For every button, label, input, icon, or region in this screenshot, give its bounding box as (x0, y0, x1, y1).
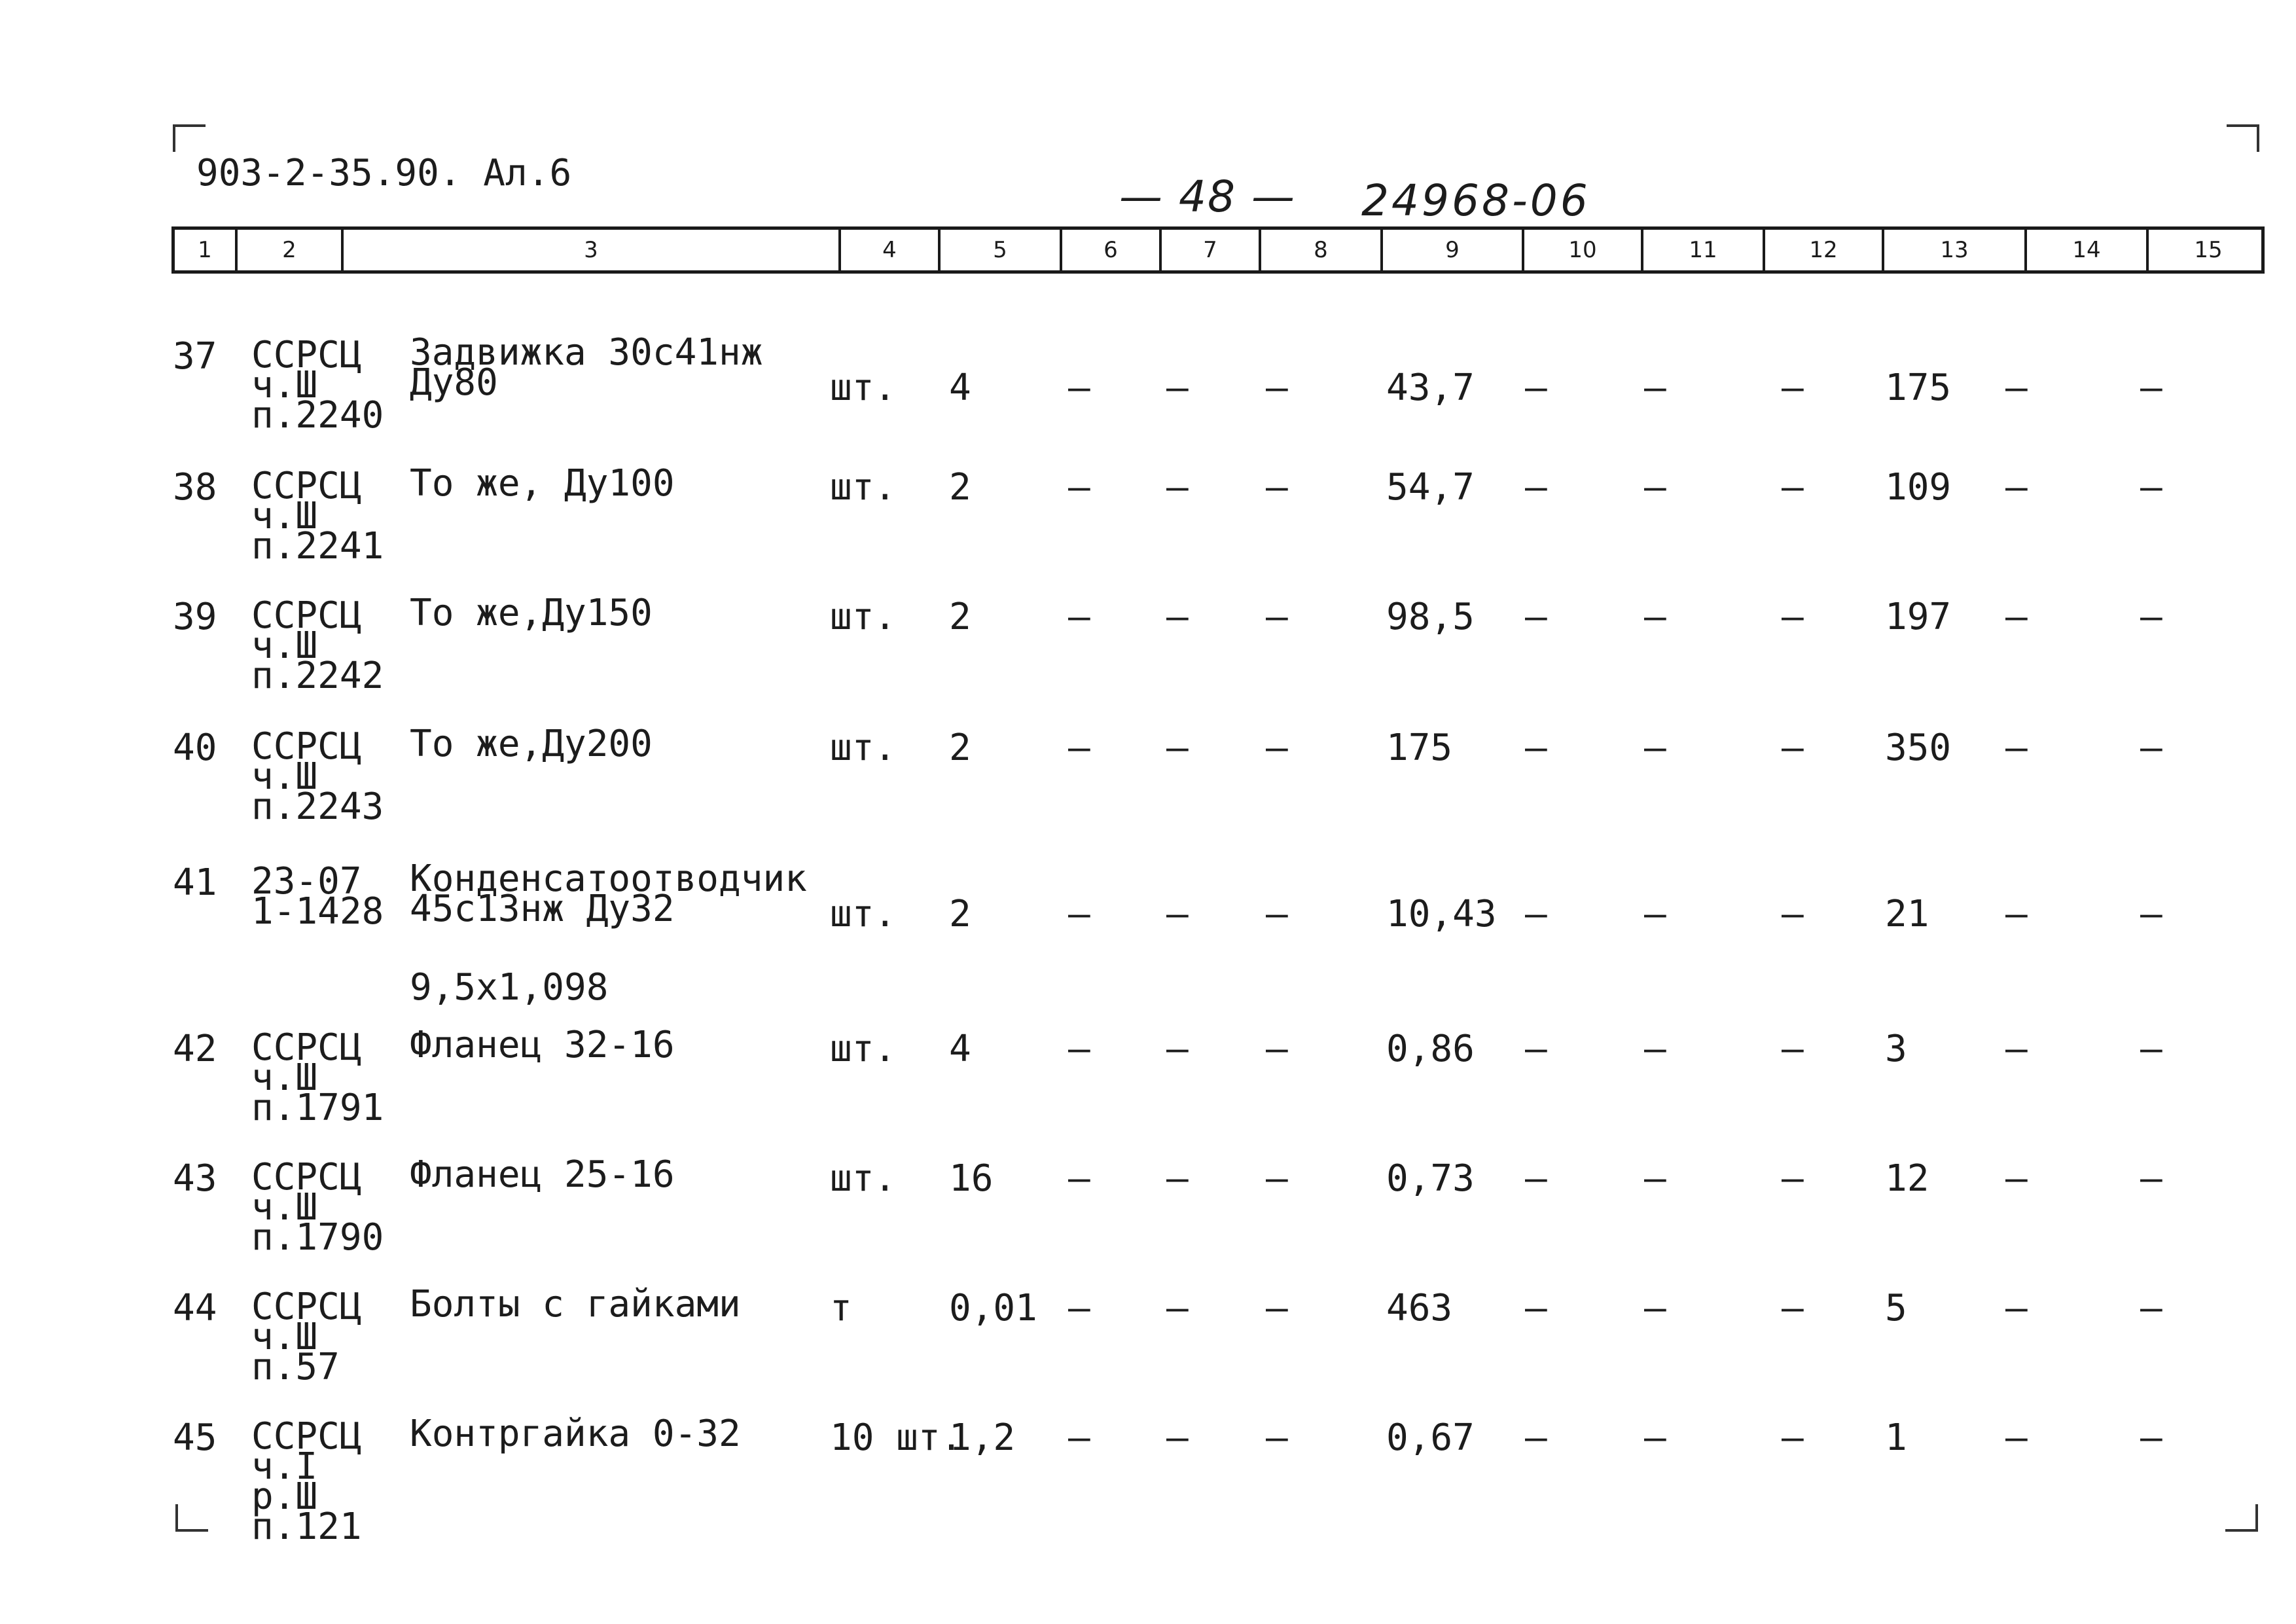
cell-col-c6: – (1068, 367, 1090, 409)
cell-col-c12: – (1782, 1287, 1804, 1329)
source-reference-line: р.Ш (251, 1475, 318, 1518)
cell-col-c7: – (1166, 1287, 1189, 1329)
cell-col-qty: 4 (949, 367, 971, 409)
row-number: 44 (173, 1287, 217, 1329)
cell-col-unit: шт. (830, 596, 897, 638)
cell-col-unit: 10 шт. (830, 1416, 963, 1459)
column-header-1: 1 (175, 230, 238, 270)
cell-col-c7: – (1166, 1416, 1189, 1459)
column-header-8: 8 (1261, 230, 1383, 270)
source-reference-line: ч.Ш (251, 1186, 318, 1229)
cell-col-c13: 3 (1885, 1028, 1907, 1070)
item-name-line: Фланец 32-16 (410, 1024, 675, 1066)
column-header-6: 6 (1062, 230, 1162, 270)
cell-col-qty: 2 (949, 596, 971, 638)
column-header-15: 15 (2194, 237, 2223, 263)
row-number: 40 (173, 727, 217, 769)
source-reference-line: ч.Ш (251, 755, 318, 798)
row-number: 41 (173, 861, 217, 904)
cell-col-c11: – (1644, 1416, 1666, 1459)
cell-col-c13: 5 (1885, 1287, 1907, 1329)
cell-col-c10: – (1525, 893, 1547, 935)
cell-col-c8: – (1266, 893, 1288, 935)
cell-col-c6: – (1068, 1028, 1090, 1070)
column-number-header (171, 226, 2265, 274)
cell-col-c13: 197 (1885, 596, 1952, 638)
cell-col-qty: 2 (949, 466, 971, 509)
cell-col-c12: – (1782, 893, 1804, 935)
cell-col-c12: – (1782, 727, 1804, 769)
cell-col-c11: – (1644, 367, 1666, 409)
row-number: 45 (173, 1416, 217, 1459)
source-reference-line: ССРСЦ (251, 1415, 362, 1458)
cell-col-c6: – (1068, 727, 1090, 769)
source-reference-line: п.2243 (251, 785, 384, 828)
source-reference-line: п.2242 (251, 655, 384, 697)
cell-col-unit: шт. (830, 1028, 897, 1070)
source-reference-line: ч.Ш (251, 624, 318, 667)
cell-col-c12: – (1782, 1028, 1804, 1070)
page-number: — 48 — (1119, 171, 1296, 222)
source-reference-line: 1-1428 (251, 890, 384, 933)
source-reference-line: ССРСЦ (251, 1026, 362, 1069)
cell-col-c8: – (1266, 1416, 1288, 1459)
item-name-line: Фланец 25-16 (410, 1153, 675, 1196)
source-reference-line: п.121 (251, 1506, 362, 1548)
source-reference-line: п.1790 (251, 1216, 384, 1259)
cell-col-c12: – (1782, 1416, 1804, 1459)
source-reference-line: ч.I (251, 1445, 318, 1488)
cell-col-c6: – (1068, 893, 1090, 935)
corner-mark-bottom-left (175, 1504, 208, 1532)
cell-col-c9: 54,7 (1386, 466, 1475, 509)
cell-col-c8: – (1266, 367, 1288, 409)
cell-col-unit: шт. (830, 367, 897, 409)
cell-col-c15: – (2140, 1028, 2162, 1070)
cell-col-c14: – (2005, 893, 2028, 935)
cell-col-c10: – (1525, 1157, 1547, 1200)
cell-col-c11: – (1644, 596, 1666, 638)
cell-col-c13: 21 (1885, 893, 1929, 935)
cell-col-c12: – (1782, 367, 1804, 409)
column-header-2: 2 (238, 230, 344, 270)
item-name-line: 45с13нж Ду32 (410, 888, 675, 930)
source-reference-line: ССРСЦ (251, 334, 362, 376)
cell-col-c14: – (2005, 1416, 2028, 1459)
cell-col-c9: 463 (1386, 1287, 1453, 1329)
cell-col-c15: – (2140, 596, 2162, 638)
cell-col-c15: – (2140, 1157, 2162, 1200)
source-reference-line: ССРСЦ (251, 725, 362, 768)
cell-col-c12: – (1782, 596, 1804, 638)
item-name-line: Задвижка 30с41нж (410, 331, 763, 374)
source-reference-line: ССРСЦ (251, 465, 362, 507)
cell-col-c13: 12 (1885, 1157, 1929, 1200)
column-header-10: 10 (1524, 230, 1643, 270)
column-header-7: 7 (1162, 230, 1261, 270)
source-reference-line: ч.Ш (251, 495, 318, 537)
column-header-11: 11 (1643, 230, 1765, 270)
column-header-9: 9 (1383, 230, 1524, 270)
cell-col-c7: – (1166, 1028, 1189, 1070)
cell-col-c15: – (2140, 893, 2162, 935)
cell-col-c7: – (1166, 367, 1189, 409)
source-reference-line: ч.Ш (251, 1056, 318, 1099)
cell-col-c10: – (1525, 596, 1547, 638)
cell-col-c10: – (1525, 727, 1547, 769)
cell-col-c8: – (1266, 727, 1288, 769)
item-name-line: Конденсатоотводчик (410, 857, 807, 900)
cell-col-c15: – (2140, 1287, 2162, 1329)
cell-col-c11: – (1644, 727, 1666, 769)
cell-col-c9: 98,5 (1386, 596, 1475, 638)
cell-col-c9: 0,73 (1386, 1157, 1475, 1200)
cell-col-unit: шт. (830, 727, 897, 769)
corner-mark-top-left (173, 124, 206, 152)
document-code: 903-2-35.90. Ал.6 (196, 152, 572, 194)
column-header-12: 12 (1765, 230, 1884, 270)
cell-col-c10: – (1525, 466, 1547, 509)
item-name-line: То же,Ду150 (410, 592, 653, 634)
cell-col-c12: – (1782, 1157, 1804, 1200)
cell-col-c11: – (1644, 466, 1666, 509)
source-reference-line: ч.Ш (251, 364, 318, 406)
item-name-line: То же,Ду200 (410, 723, 653, 765)
cell-col-c8: – (1266, 1287, 1288, 1329)
cell-col-c10: – (1525, 1028, 1547, 1070)
cell-col-c14: – (2005, 367, 2028, 409)
corner-mark-top-right (2227, 124, 2259, 152)
cell-col-c15: – (2140, 367, 2162, 409)
cell-col-c9: 10,43 (1386, 893, 1497, 935)
cell-col-unit: шт. (830, 466, 897, 509)
row-number: 37 (173, 335, 217, 378)
cell-col-c8: – (1266, 1028, 1288, 1070)
item-note: 9,5х1,098 (410, 966, 609, 1009)
source-reference-line: 23-07 (251, 860, 362, 903)
cell-col-qty: 0,01 (949, 1287, 1037, 1329)
source-reference-line: п.57 (251, 1346, 340, 1388)
cell-col-c15: – (2140, 1416, 2162, 1459)
cell-col-c12: – (1782, 466, 1804, 509)
cell-col-c6: – (1068, 596, 1090, 638)
cell-col-c7: – (1166, 1157, 1189, 1200)
cell-col-c14: – (2005, 596, 2028, 638)
archive-number: 24968-06 (1361, 175, 1590, 226)
cell-col-c14: – (2005, 1287, 2028, 1329)
cell-col-c9: 43,7 (1386, 367, 1475, 409)
column-header-3: 3 (344, 230, 841, 270)
cell-col-c6: – (1068, 1157, 1090, 1200)
cell-col-c11: – (1644, 1287, 1666, 1329)
source-reference-line: п.1791 (251, 1087, 384, 1129)
cell-col-c6: – (1068, 1287, 1090, 1329)
cell-col-c13: 1 (1885, 1416, 1907, 1459)
cell-col-unit: шт. (830, 893, 897, 935)
source-reference-line: ССРСЦ (251, 1156, 362, 1199)
row-number: 39 (173, 596, 217, 638)
cell-col-c7: – (1166, 727, 1189, 769)
cell-col-c14: – (2005, 1157, 2028, 1200)
source-reference-line: п.2241 (251, 525, 384, 568)
cell-col-c15: – (2140, 466, 2162, 509)
corner-mark-bottom-right (2225, 1504, 2258, 1532)
row-number: 38 (173, 466, 217, 509)
row-number: 43 (173, 1157, 217, 1200)
cell-col-c15: – (2140, 727, 2162, 769)
cell-col-c7: – (1166, 596, 1189, 638)
cell-col-c8: – (1266, 466, 1288, 509)
cell-col-c7: – (1166, 466, 1189, 509)
column-header-13: 13 (1884, 230, 2027, 270)
cell-col-c8: – (1266, 596, 1288, 638)
cell-col-c11: – (1644, 1028, 1666, 1070)
cell-col-c14: – (2005, 466, 2028, 509)
row-number: 42 (173, 1028, 217, 1070)
cell-col-c11: – (1644, 1157, 1666, 1200)
source-reference-line: ч.Ш (251, 1316, 318, 1358)
source-reference-line: ССРСЦ (251, 594, 362, 637)
cell-col-c13: 175 (1885, 367, 1952, 409)
cell-col-c10: – (1525, 1287, 1547, 1329)
item-name-line: То же, Ду100 (410, 462, 675, 505)
cell-col-c7: – (1166, 893, 1189, 935)
cell-col-c6: – (1068, 466, 1090, 509)
cell-col-c9: 0,67 (1386, 1416, 1475, 1459)
cell-col-c14: – (2005, 727, 2028, 769)
cell-col-c10: – (1525, 1416, 1547, 1459)
column-header-5: 5 (941, 230, 1062, 270)
column-header-14: 14 (2027, 230, 2149, 270)
cell-col-c14: – (2005, 1028, 2028, 1070)
cell-col-c13: 109 (1885, 466, 1952, 509)
cell-col-c11: – (1644, 893, 1666, 935)
cell-col-qty: 16 (949, 1157, 994, 1200)
item-name-line: Болты с гайками (410, 1283, 741, 1326)
cell-col-unit: т (830, 1287, 852, 1329)
item-name-line: Ду80 (410, 361, 498, 404)
column-header-4: 4 (841, 230, 941, 270)
source-reference-line: ССРСЦ (251, 1286, 362, 1328)
cell-col-qty: 4 (949, 1028, 971, 1070)
source-reference-line: п.2240 (251, 394, 384, 437)
cell-col-qty: 2 (949, 727, 971, 769)
cell-col-c9: 175 (1386, 727, 1453, 769)
cell-col-c6: – (1068, 1416, 1090, 1459)
cell-col-c9: 0,86 (1386, 1028, 1475, 1070)
cell-col-qty: 2 (949, 893, 971, 935)
item-name-line: Контргайка 0-32 (410, 1413, 741, 1455)
cell-col-c13: 350 (1885, 727, 1952, 769)
cell-col-c10: – (1525, 367, 1547, 409)
cell-col-qty: 1,2 (949, 1416, 1016, 1459)
cell-col-c8: – (1266, 1157, 1288, 1200)
cell-col-unit: шт. (830, 1157, 897, 1200)
